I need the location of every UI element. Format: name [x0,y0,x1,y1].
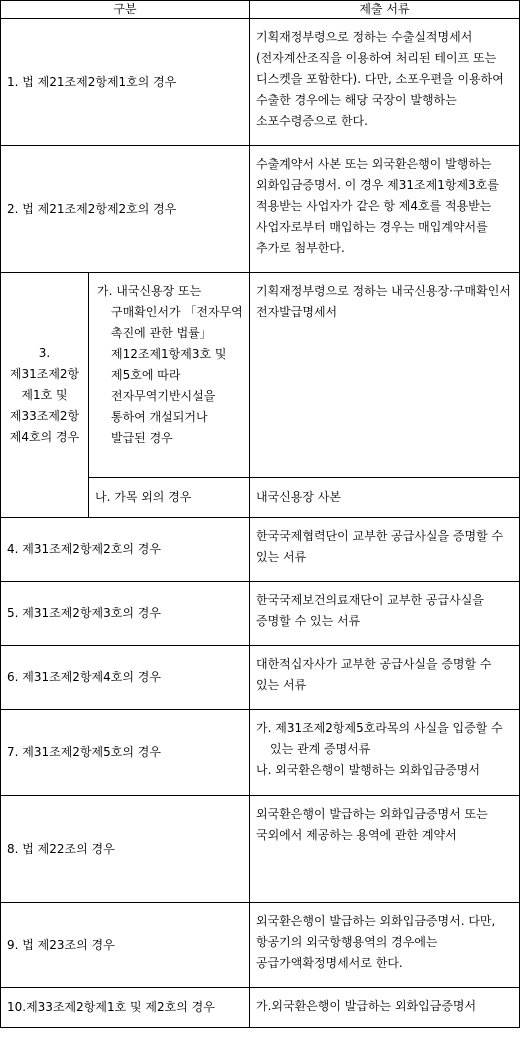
sub-row-label [89,273,250,478]
row-label: 10.제33조제2항제1호 및 제2호의 경우 [1,988,250,1028]
row-label: 1. 법 제21조제2항제1호의 경우 [1,19,250,146]
row-documents: 외국환은행이 발급하는 외화입금증명서. 다만, 항공기의 외국항행용역의 경우에는 공급가액확정명세서로 한다. [250,903,520,988]
table-row [1,903,520,988]
row-label: 8. 법 제22조의 경우 [1,796,250,903]
row-documents [250,710,520,796]
sub-row-label-text: 가. 내국신용장 또는 구매확인서가 「전자무역 촉진에 관한 법률」 제12조제1항제3호 및 제5호에 따라 전자무역기반시설을 통하여 개설되거나 발급된 경우 [97,284,243,445]
doc-item: 나. 외국환은행이 발행하는 외화입금증명서 [256,763,480,777]
table-row [1,582,520,646]
doc-item: 가. 제31조제2항제5호라목의 사실을 입증할 수 있는 관계 증명서류 [256,721,503,756]
table-row [1,796,520,903]
row-label: 4. 제31조제2항제2호의 경우 [1,518,250,582]
row-label: 7. 제31조제2항제5호의 경우 [1,710,250,796]
table-row [1,19,520,146]
row-label: 6. 제31조제2항제4호의 경우 [1,646,250,710]
row-label: 3. 제31조제2항제1호 및 제33조제2항제4호의 경우 [1,273,89,518]
row-label: 9. 법 제23조의 경우 [1,903,250,988]
row-documents: 외국환은행이 발급하는 외화입금증명서 또는 국외에서 제공하는 용역에 관한 계약서 [250,796,520,903]
table-row [1,646,520,710]
table-row [1,988,520,1028]
table-row [1,710,520,796]
row-documents: 수출계약서 사본 또는 외국환은행이 발행하는 외화입금증명서. 이 경우 제31조제1항제3호를 적용받는 사업자가 같은 항 제4호를 적용받는 사업자로부터 매입하는 경우는 매입계약서를 추가로 첨부한다. [250,146,520,273]
table-row [1,146,520,273]
row-documents: 기획재정부령으로 정하는 수출실적명세서(전자계산조직을 이용하여 처리된 테이프 또는 디스켓을 포함한다). 다만, 소포우편을 이용하여 수출한 경우에는 해당 국장이 발행하는 소포수령증으로 한다. [250,19,520,146]
row-documents: 가.외국환은행이 발급하는 외화입금증명서 [250,988,520,1028]
table-row [1,518,520,582]
row-documents: 기획재정부령으로 정하는 내국신용장·구매확인서 전자발급명세서 [250,273,520,478]
row-documents: 대한적십자사가 교부한 공급사실을 증명할 수 있는 서류 [250,646,520,710]
row-documents: 내국신용장 사본 [250,478,520,518]
table-header-row [1,1,520,19]
table-row [1,273,520,478]
sub-row-label: 나. 가목 외의 경우 [89,478,250,518]
row-label: 2. 법 제21조제2항제2호의 경우 [1,146,250,273]
header-category: 구분 [1,1,250,19]
header-documents: 제출 서류 [250,1,520,19]
row-label: 5. 제31조제2항제3호의 경우 [1,582,250,646]
row-documents: 한국국제보건의료재단이 교부한 공급사실을 증명할 수 있는 서류 [250,582,520,646]
row-documents: 한국국제협력단이 교부한 공급사실을 증명할 수 있는 서류 [250,518,520,582]
